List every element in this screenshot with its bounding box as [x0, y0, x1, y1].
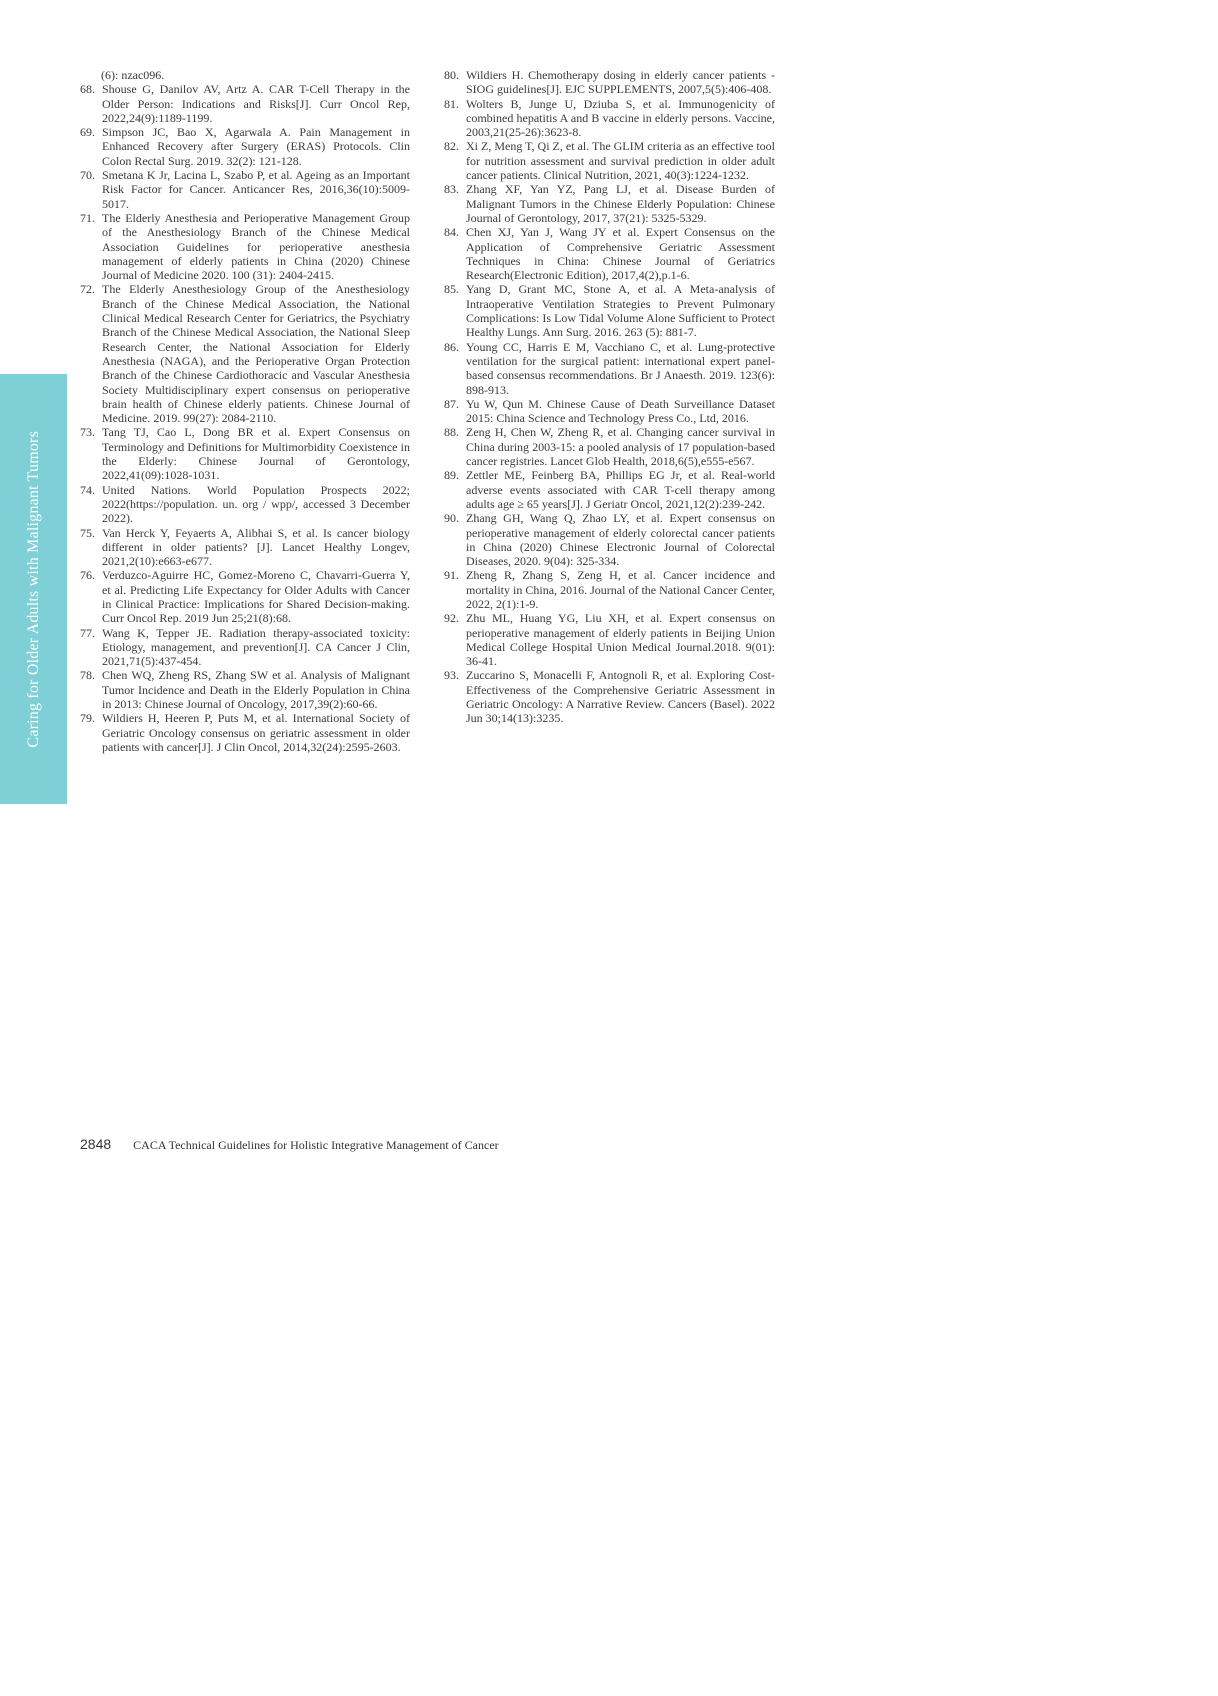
reference-text: The Elderly Anesthesia and Perioperative Management Group of the Anesthesiology Branch of the Chinese Medical Association Guidelines for perioperative anesthesia management of elderly patients in China (2020) Chinese Journal of Medicine 2020. 100 (31): 2404-2415.	[102, 210, 410, 283]
reference-number: 88.	[444, 425, 459, 440]
reference-number: 75.	[80, 525, 95, 540]
reference-number: 80.	[444, 68, 459, 82]
reference-text: United Nations. World Population Prospects 2022; 2022(https://population. un. org / wpp/, accessed 3 December 2022).	[102, 482, 410, 526]
reference-item	[80, 483, 410, 526]
reference-number: 85.	[444, 282, 459, 297]
reference-number: 77.	[80, 625, 95, 640]
page-footer	[80, 1136, 499, 1153]
reference-item	[80, 526, 410, 569]
reference-number: 78.	[80, 668, 95, 683]
reference-item	[444, 340, 775, 397]
reference-item	[80, 82, 410, 125]
reference-text: Chen XJ, Yan J, Wang JY et al. Expert Consensus on the Application of Comprehensive Geriatric Assessment Techniques in China: Chinese Journal of Geriatrics Research(Electronic Edition), 2017,4(2),p.1-6.	[466, 225, 775, 283]
reference-item	[80, 626, 410, 669]
reference-text: Zeng H, Chen W, Zheng R, et al. Changing cancer survival in China during 2003-15: a pooled analysis of 17 population-based cancer registries. Lancet Glob Health, 2018,6(5),e555-e567.	[466, 425, 775, 469]
reference-text: Shouse G, Danilov AV, Artz A. CAR T-Cell Therapy in the Older Person: Indications and Risks[J]. Curr Oncol Rep, 2022,24(9):1189-1199.	[102, 82, 410, 125]
reference-item	[444, 425, 775, 468]
reference-text: Smetana K Jr, Lacina L, Szabo P, et al. Ageing as an Important Risk Factor for Cancer. Anticancer Res, 2016,36(10):5009-5017.	[102, 168, 410, 211]
reference-text: Tang TJ, Cao L, Dong BR et al. Expert Consensus on Terminology and Definitions for Multimorbidity Coexistence in the Elderly: Chinese Journal of Gerontology, 2022,41(09):1028-1031.	[102, 425, 410, 483]
reference-text: Yu W, Qun M. Chinese Cause of Death Surveillance Dataset 2015: China Science and Technology Press Co., Ltd, 2016.	[466, 396, 775, 426]
reference-text: Chen WQ, Zheng RS, Zhang SW et al. Analysis of Malignant Tumor Incidence and Death in the Elderly Population in China in 2013: Chinese Journal of Oncology, 2017,39(2):60-66.	[102, 668, 410, 712]
reference-number: 79.	[80, 711, 95, 726]
reference-number: 92.	[444, 611, 459, 626]
reference-text: Wildiers H. Chemotherapy dosing in elderly cancer patients - SIOG guidelines[J]. EJC SUPPLEMENTS, 2007,5(5):406-408.	[466, 68, 775, 97]
reference-text: Yang D, Grant MC, Stone A, et al. A Meta-analysis of Intraoperative Ventilation Strategies to Prevent Pulmonary Complications: Is Low Tidal Volume Alone Sufficient to Protect Healthy Lungs. Ann Surg. 2016. 263 (5): 881-7.	[466, 282, 775, 340]
reference-text: Young CC, Harris E M, Vacchiano C, et al. Lung-protective ventilation for the surgical patient: international expert panel-based consensus recommendations. Br J Anaesth. 2019. 123(6): 898-913.	[466, 339, 775, 397]
reference-text: Zettler ME, Feinberg BA, Phillips EG Jr, et al. Real-world adverse events associated with CAR T-cell therapy among adults age ≥ 65 years[J]. J Geriatr Oncol, 2021,12(2):239-242.	[466, 468, 775, 511]
reference-text: Zuccarino S, Monacelli F, Antognoli R, et al. Exploring Cost-Effectiveness of the Comprehensive Geriatric Assessment in Geriatric Oncology: A Narrative Review. Cancers (Basel). 2022 Jun 30;14(13):3235.	[466, 668, 775, 726]
reference-item	[444, 397, 775, 426]
reference-text: The Elderly Anesthesiology Group of the Anesthesiology Branch of the Chinese Medical Association, the National Clinical Medical Research Center for Geriatrics, the Psychiatry Branch of the Chinese Medical Association, the National Sleep Research Center, the National Association for Elderly Anesthesia (NAGA), and the Perioperative Organ Protection Branch of the Chinese Cardiothoracic and Vascular Anesthesia Society Multidisciplinary expert consensus on perioperative brain health of Chinese elderly patients. Chinese Journal of Medicine. 2019. 99(27): 2084-2110.	[102, 282, 410, 426]
reference-item	[80, 68, 410, 82]
reference-item	[444, 68, 775, 97]
reference-item	[444, 182, 775, 225]
footer-title: CACA Technical Guidelines for Holistic Integrative Management of Cancer	[133, 1138, 499, 1152]
reference-number: 71.	[80, 210, 95, 225]
reference-number: 89.	[444, 468, 459, 483]
reference-number: 73.	[80, 425, 95, 440]
reference-number: 93.	[444, 668, 459, 683]
reference-number: 87.	[444, 396, 459, 411]
reference-text: Zheng R, Zhang S, Zeng H, et al. Cancer incidence and mortality in China, 2016. Journal of the National Cancer Center, 2022, 2(1):1-9.	[466, 568, 775, 611]
reference-text: (6): nzac096.	[101, 68, 165, 82]
reference-number: 84.	[444, 225, 459, 240]
reference-item	[444, 568, 775, 611]
reference-item	[80, 568, 410, 625]
reference-item	[444, 668, 775, 725]
reference-text: Wildiers H, Heeren P, Puts M, et al. International Society of Geriatric Oncology consensus on geriatric assessment in older patients with cancer[J]. J Clin Oncol, 2014,32(24):2595-2603.	[102, 711, 410, 754]
reference-item	[80, 282, 410, 425]
reference-item	[444, 97, 775, 140]
reference-text: Verduzco-Aguirre HC, Gomez-Moreno C, Chavarri-Guerra Y, et al. Predicting Life Expectancy for Older Adults with Cancer in Clinical Practice: Implications for Shared Decision-making. Curr Oncol Rep. 2019 Jun 25;21(8):68.	[102, 568, 410, 626]
reference-number: 76.	[80, 568, 95, 583]
reference-text: Xi Z, Meng T, Qi Z, et al. The GLIM criteria as an effective tool for nutrition assessment and survival prediction in older adult cancer patients. Clinical Nutrition, 2021, 40(3):1224-1232.	[466, 139, 776, 183]
reference-number: 72.	[80, 282, 95, 297]
reference-item	[444, 282, 775, 339]
reference-text: Zhu ML, Huang YG, Liu XH, et al. Expert consensus on perioperative management of elderly patients in Beijing Union Medical College Hospital Union Medical Journal.2018. 9(01): 36-41.	[466, 611, 775, 669]
reference-item	[80, 668, 410, 711]
reference-number: 90.	[444, 511, 459, 526]
reference-number: 86.	[444, 339, 459, 354]
reference-text: Wang K, Tepper JE. Radiation therapy-associated toxicity: Etiology, management, and prevention[J]. CA Cancer J Clin, 2021,71(5):437-454.	[102, 625, 410, 669]
side-tab-label: Caring for Older Adults with Malignant Tumors	[24, 430, 42, 748]
reference-text: Simpson JC, Bao X, Agarwala A. Pain Management in Enhanced Recovery after Surgery (ERAS) Protocols. Clin Colon Rectal Surg. 2019. 32(2): 121-128.	[102, 125, 410, 168]
reference-number: 91.	[444, 568, 459, 583]
reference-number: 83.	[444, 182, 459, 197]
reference-item	[444, 511, 775, 568]
reference-text: Zhang XF, Yan YZ, Pang LJ, et al. Disease Burden of Malignant Tumors in the Chinese Elderly Population: Chinese Journal of Gerontology, 2017, 37(21): 5325-5329.	[466, 182, 775, 225]
reference-item	[444, 225, 775, 282]
page-number: 2848	[80, 1136, 112, 1152]
reference-text: Zhang GH, Wang Q, Zhao LY, et al. Expert consensus on perioperative management of elderly colorectal cancer patients in China (2020) Chinese Electronic Journal of Colorectal Diseases, 2020. 9(04): 325-334.	[466, 511, 775, 569]
reference-item	[444, 468, 775, 511]
reference-item	[80, 168, 410, 211]
references-left-column	[80, 68, 410, 754]
reference-item	[80, 211, 410, 282]
reference-text: Wolters B, Junge U, Dziuba S, et al. Immunogenicity of combined hepatitis A and B vaccine in elderly persons. Vaccine, 2003,21(25-26):3623-8.	[466, 96, 775, 140]
side-tab	[0, 374, 67, 804]
references-right-column	[444, 68, 775, 726]
reference-item	[80, 425, 410, 482]
reference-number: 74.	[80, 482, 95, 497]
reference-item	[444, 611, 775, 668]
reference-item	[80, 125, 410, 168]
reference-number: 81.	[444, 96, 459, 111]
reference-number: 82.	[444, 139, 459, 154]
reference-number: 69.	[80, 125, 95, 140]
reference-number: 70.	[80, 168, 95, 183]
reference-item	[444, 139, 775, 182]
reference-number: 68.	[80, 82, 95, 97]
reference-item	[80, 711, 410, 754]
reference-text: Van Herck Y, Feyaerts A, Alibhai S, et al. Is cancer biology different in older patients? [J]. Lancet Healthy Longev, 2021,2(10):e663-e677.	[102, 525, 410, 569]
